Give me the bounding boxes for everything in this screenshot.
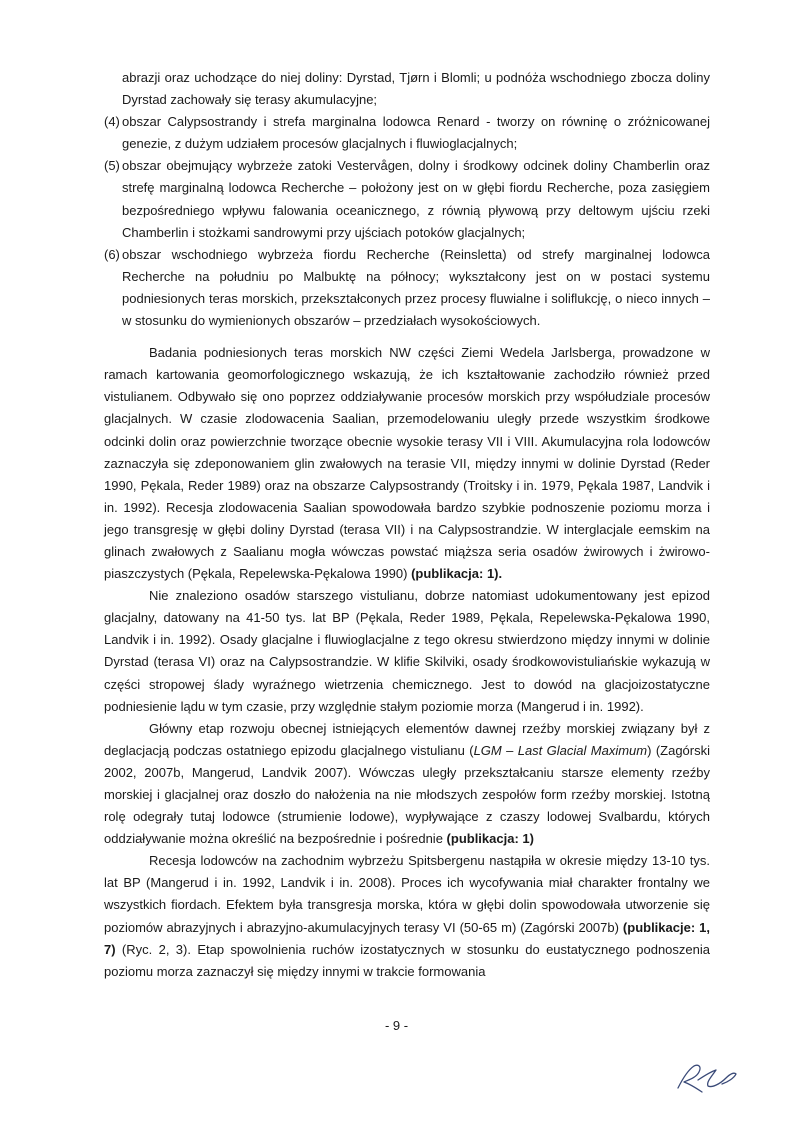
list-item-text: obszar Calypsostrandy i strefa marginalna lodowca Renard - tworzy on równinę o zróżnicowanej genezie, z dużym udziałem procesów glacjalnych i fluwioglacjalnych; — [122, 114, 710, 152]
list-item-text: obszar wschodniego wybrzeża fiordu Recherche (Reinsletta) od strefy marginalnej lodowca Recherche na południu po Malbuktę na północy; wykształcony jest on w postaci systemu podniesionych teras morskich, przekształconych przez procesy fluwialne i soliflukcję, o nieco innych – w stosunku do wymienionych obszarów – przedziałach wysokościowych. — [122, 246, 710, 329]
paragraph-text: Badania podniesionych teras morskich NW części Ziemi Wedela Jarlsberga, prowadzone w ramach kartowania geomorfologicznego wskazują, że ich kształtowanie zachodziło również przed vistulianem. Odbywało się ono poprzez oddziaływanie procesów morskich przy współudziale procesów glacjalnych. W czasie zlodowacenia Saalian, przemodelowaniu uległy przede wszystkim środkowe odcinki dolin oraz powierzchnie tworzące obecnie wysokie terasy VII i VIII. Akumulacyjna rola lodowców zaznaczyła się zdeponowaniem glin zwałowych na terasie VII, między innymi w dolinie Dyrstad (Reder 1990, Pękala, Reder 1989) oraz na obszarze Calypsostrandy (Troitsky i in. 1979, Pękala 1987, Landvik i in. 1992). Recesja zlodowacenia Saalian spowodowała bardzo szybkie podnoszenie poziomu morza i jego transgresję w głębi doliny Dyrstad (terasa VII) i na Calypsostrandzie. W interglacjale eemskim na glinach zwałowych z Saalianu mogła wówczas powstać miąższa seria osadów żwirowych i żwirowo-piaszczystych (Pękala, Repelewska-Pękalowa 1990) — [104, 345, 710, 582]
list-item-number: (5) — [104, 158, 120, 174]
list-item-number: (6) — [104, 246, 120, 262]
list-item-text: obszar obejmujący wybrzeże zatoki Vestervågen, dolny i środkowy odcinek doliny Chamberlin oraz strefę marginalną lodowca Recherche – położony jest on w głębi fiordu Recherche, poza zasięgiem bezpośredniego wpływu falowania oceanicznego, z równią pływową przy deltowym ujściu rzeki Chamberlin i stożkami sandrowymi przy ujściach potoków glacjalnych; — [122, 158, 710, 240]
publication-reference: (publikacja: 1) — [446, 831, 534, 847]
paragraph-text: ) (Zagórski 2002, 2007b, Mangerud, Landvik 2007). Wówczas uległy przekształcaniu starsze elementy rzeźby morskiej i glacjalnej oraz doszło do nałożenia na nie młodszych zespołów form rzeźby morskiej. Istotną rolę odegrały tutaj lodowce (strumienie lodowe), wypływające z czaszy lodowej Svalbardu, których oddziaływanie można określić na bezpośrednie i pośrednie — [104, 742, 711, 847]
paragraph-4 — [104, 850, 710, 983]
list-item-text: abrazji oraz uchodzące do niej doliny: Dyrstad, Tjørn i Blomli; u podnóża wschodniego zbocza doliny Dyrstad zachowały się terasy akumulacyjne; — [122, 70, 710, 108]
list-item-3-continuation — [104, 67, 710, 111]
paragraph-2 — [104, 585, 710, 718]
list-item-6 — [104, 244, 710, 332]
paragraph-text: Główny etap rozwoju obecnej istniejących elementów dawnej rzeźby morskiej związany był z deglacjacją podczas ostatniego epizodu glacjalnego vistulianu ( — [104, 720, 710, 758]
publication-reference: (publikacje: 1, 7) — [104, 919, 710, 957]
list-item-4 — [104, 111, 710, 155]
paragraph-text: Recesja lodowców na zachodnim wybrzeżu Spitsbergenu nastąpiła w okresie między 13-10 tys. lat BP (Mangerud i in. 1992, Landvik i in. 2008). Proces ich wycofywania miał charakter frontalny we wszystkich fiordach. Efektem była transgresja morska, która w głębi dolin spowodowała utworzenie się poziomów abrazyjnych i abrazyjno-akumulacyjnych terasy VI (50-65 m) (Zagórski 2007b) — [104, 853, 710, 935]
list-item-5 — [104, 155, 710, 243]
italic-term: LGM – Last Glacial Maximum — [473, 742, 648, 758]
paragraph-text: Nie znaleziono osadów starszego vistulianu, dobrze natomiast udokumentowany jest epizod glacjalny, datowany na 41-50 tys. lat BP (Pękala, Reder 1989, Pękala, Repelewska-Pękalowa 1990, Landvik i in. 1992). Osady glacjalne i fluwioglacjalne z tego okresu stwierdzono między innymi w dolinie Dyrstad (terasa VI) oraz na Calypsostrandzie. W klifie Skilviki, osady środkowovistuliańskie wykazują w części stropowej ślady wyraźnego wietrzenia chemicznego. Jest to dowód na glacjoizostatyczne podniesienie lądu w tym czasie, przy względnie stałym poziomie morza (Mangerud i in. 1992). — [104, 588, 710, 714]
page-number: - 9 - — [384, 1018, 409, 1033]
paragraph-3 — [104, 718, 710, 851]
handwritten-signature — [672, 1058, 742, 1098]
paragraph-1 — [104, 342, 710, 585]
paragraph-text: (Ryc. 2, 3). Etap spowolnienia ruchów izostatycznych w stosunku do eustatycznego podnoszenia poziomu morza zaznaczył się między innymi w trakcie formowania — [104, 941, 710, 979]
publication-reference: (publikacja: 1). — [411, 566, 503, 582]
page-body — [104, 67, 710, 983]
list-item-number: (4) — [104, 114, 120, 130]
